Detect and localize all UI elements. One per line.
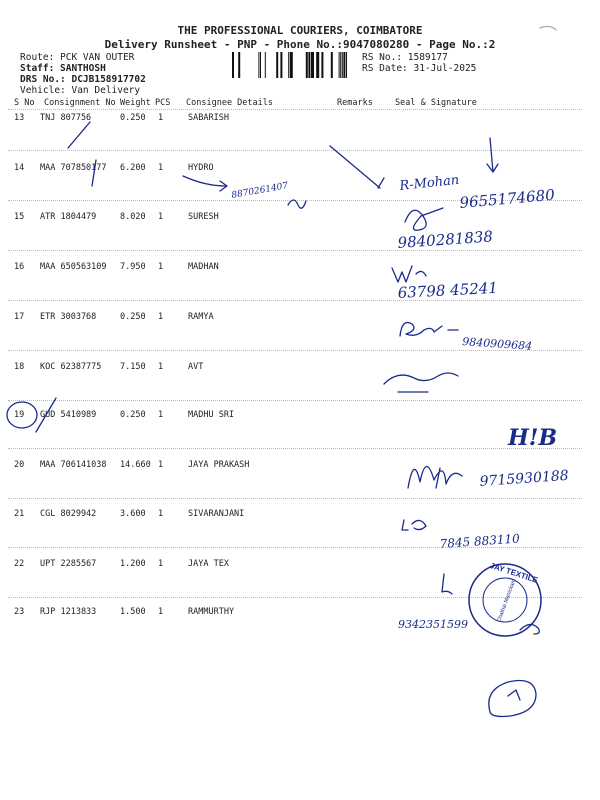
phone-number: 7845 883110: [439, 531, 521, 551]
row-divider: [8, 250, 582, 251]
row-consignee: AVT: [188, 362, 204, 372]
col-consignee: Consignee Details: [186, 98, 273, 108]
signature-scribble: [442, 574, 452, 594]
row-sno: 18: [14, 362, 25, 372]
phone-number: 63798 45241: [397, 278, 499, 302]
initials-mark: H!B: [508, 425, 558, 451]
arrow-mark: [183, 176, 227, 191]
row-weight: 0.250: [120, 410, 146, 420]
row-weight: 7.150: [120, 362, 146, 372]
remark-phone: 8870261407: [230, 181, 289, 201]
phone-number: 9840909684: [461, 335, 533, 353]
row-weight: 3.600: [120, 509, 146, 519]
row-pcs: 1: [158, 163, 164, 173]
row-sno: 16: [14, 262, 25, 272]
tick-mark: [68, 122, 90, 148]
col-seal: Seal & Signature: [395, 98, 477, 108]
row-divider: [8, 597, 582, 598]
row-pcs: 1: [158, 362, 164, 372]
signature-scribble: [288, 200, 306, 208]
barcode-bar: [311, 52, 314, 78]
row-divider: [8, 200, 582, 201]
row-pcs: 1: [158, 113, 164, 123]
row-sno: 13: [14, 113, 25, 123]
row-consignment: UPT 2285567: [40, 559, 97, 569]
row-consignee: JAYA PRAKASH: [188, 460, 250, 470]
phone-number: 9840281838: [397, 227, 494, 252]
arrow-mark: [487, 138, 498, 172]
stamp-text: JAY TEXTILE: [488, 560, 539, 585]
barcode-bar: [340, 52, 341, 78]
stamp-outer-ring: [469, 564, 541, 636]
row-pcs: 1: [158, 607, 164, 617]
signature-scribble: [392, 266, 426, 282]
row-sno: 21: [14, 509, 25, 519]
row-consignee: RAMMURTHY: [188, 607, 235, 617]
barcode-bar: [280, 52, 282, 78]
row-weight: 8.020: [120, 212, 146, 222]
row-divider: [8, 400, 582, 401]
col-sno: S No: [14, 98, 35, 108]
phone-number: 9655174680: [458, 185, 556, 212]
row-weight: 0.250: [120, 113, 146, 123]
signature-scribble: [405, 208, 443, 230]
barcode-bar: [276, 52, 278, 78]
col-pcs: PCS: [155, 98, 171, 108]
rs-date: RS Date: 31-Jul-2025: [362, 63, 477, 74]
jay-textile-stamp: [469, 561, 541, 636]
route-label: Route: PCK VAN OUTER: [20, 52, 135, 63]
row-sno: 20: [14, 460, 25, 470]
runsheet-subtitle: Delivery Runsheet - PNP - Phone No.:9047080280 - Page No.:2: [104, 38, 496, 51]
signature-scribble: [400, 323, 458, 337]
row-consignee: SIVARANJANI: [188, 509, 245, 519]
rs-number: RS No.: 1589177: [362, 52, 448, 63]
barcode-bar: [316, 52, 319, 78]
row-consignee: MADHU SRI: [188, 410, 235, 420]
signature-scribble: [384, 373, 458, 392]
col-weight: Weight: [120, 98, 151, 108]
company-title: THE PROFESSIONAL COURIERS, COIMBATORE: [177, 24, 423, 37]
row-divider: [8, 150, 582, 151]
barcode-bar: [232, 52, 234, 78]
signature-name: R-Mohan: [398, 172, 460, 194]
row-pcs: 1: [158, 509, 164, 519]
row-consignment: MAA 650563109: [40, 262, 107, 272]
row-consignment: KOC 62387775: [40, 362, 102, 372]
row-weight: 7.950: [120, 262, 146, 272]
col-consignment: Consignment No: [44, 98, 116, 108]
signature-scribble: [408, 466, 462, 488]
row-weight: 1.200: [120, 559, 146, 569]
row-pcs: 1: [158, 212, 164, 222]
row-divider: [8, 498, 582, 499]
row-sno: 15: [14, 212, 25, 222]
arrow-mark: [378, 178, 384, 188]
phone-number: 9715930188: [479, 467, 570, 490]
row-weight: 6.200: [120, 163, 146, 173]
row-consignment: RJP 1213833: [40, 607, 97, 617]
row-pcs: 1: [158, 410, 164, 420]
barcode-bar: [265, 52, 266, 78]
staff-label: Staff: SANTHOSH: [20, 63, 106, 74]
drs-label: DRS No.: DCJB158917702: [20, 74, 146, 85]
barcode-bar: [331, 52, 333, 78]
row-pcs: 1: [158, 559, 164, 569]
row-consignee: SURESH: [188, 212, 219, 222]
barcode-bar: [321, 52, 323, 78]
row-consignment: ATR 1804479: [40, 212, 97, 222]
row-consignment: ETR 3003768: [40, 312, 97, 322]
row-consignment: MAA 707850177: [40, 163, 107, 173]
row-consignee: MADHAN: [188, 262, 219, 272]
stamp-inner-ring: [483, 578, 527, 622]
row-pcs: 1: [158, 312, 164, 322]
arrow-mark: [330, 146, 380, 188]
row-weight: 1.500: [120, 607, 146, 617]
barcode-bar: [343, 52, 345, 78]
row-consignee: JAYA TEX: [188, 559, 229, 569]
row-sno: 23: [14, 607, 25, 617]
row-pcs: 1: [158, 460, 164, 470]
barcode-bar: [308, 52, 310, 78]
header-divider: [8, 109, 582, 110]
row-consignee: HYDRO: [188, 163, 214, 173]
barcode-bar: [258, 52, 259, 78]
barcode-bar: [290, 52, 293, 78]
row-sno: 17: [14, 312, 25, 322]
row-consignee: RAMYA: [188, 312, 214, 322]
row-pcs: 1: [158, 262, 164, 272]
row-consignment: GUD 5410989: [40, 410, 97, 420]
row-consignee: SABARISH: [188, 113, 229, 123]
signature-scribble: [402, 520, 426, 530]
row-sno: 19: [14, 410, 25, 420]
barcode-bar: [238, 52, 240, 78]
row-divider: [8, 547, 582, 548]
row-sno: 22: [14, 559, 25, 569]
row-consignment: MAA 706141038: [40, 460, 107, 470]
row-divider: [8, 448, 582, 449]
barcode: [232, 52, 352, 78]
phone-number: 9342351599: [398, 618, 468, 631]
barcode-bar: [342, 52, 343, 78]
col-remarks: Remarks: [337, 98, 373, 108]
vehicle-label: Vehicle: Van Delivery: [20, 85, 141, 96]
barcode-bar: [260, 52, 261, 78]
row-weight: 0.250: [120, 312, 146, 322]
row-consignment: TNJ 807756: [40, 113, 92, 123]
barcode-bar: [306, 52, 308, 78]
row-consignment: CGL 8029942: [40, 509, 97, 519]
signature-scribble: [520, 624, 539, 634]
stamp-inner-text: Chathai Manickam: [496, 578, 518, 624]
barcode-bar: [346, 52, 347, 78]
row-weight: 14.660: [120, 460, 151, 470]
signature-scribble: [489, 681, 536, 717]
row-divider: [8, 300, 582, 301]
barcode-bar: [288, 52, 289, 78]
row-divider: [8, 350, 582, 351]
barcode-bar: [339, 52, 340, 78]
row-sno: 14: [14, 163, 25, 173]
